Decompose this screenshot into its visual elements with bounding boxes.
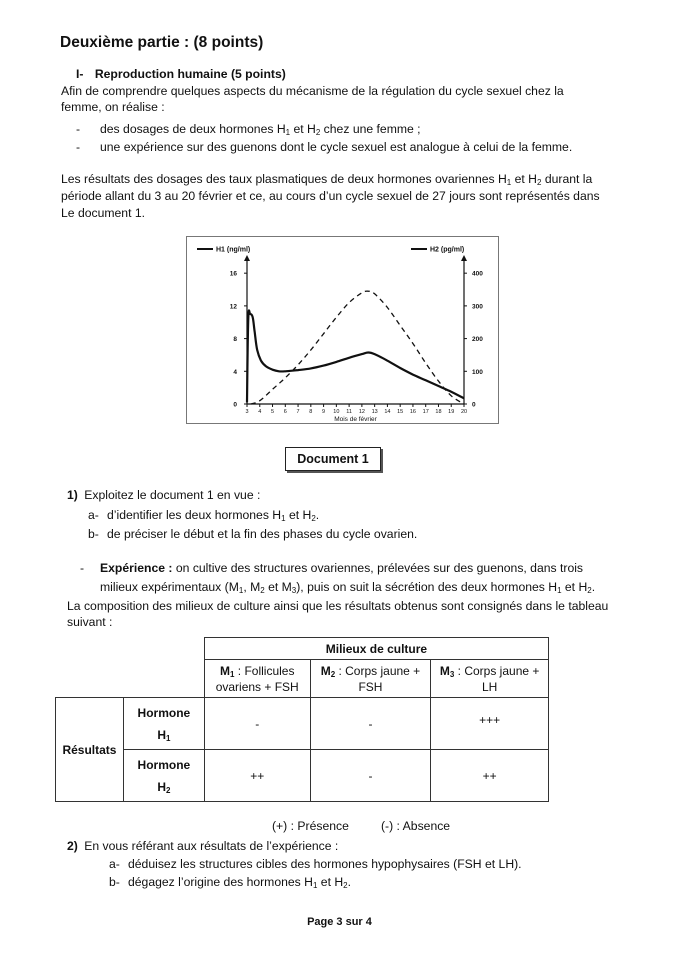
paragraph-line-2: période allant du 3 au 20 février et ce, au cours d’un cycle sexuel de 27 jours sont représentés dans	[61, 189, 600, 203]
subscript: 2	[537, 178, 542, 187]
paragraph-text-a: Les résultats des dosages des taux plasmatiques de deux hormones ovariennes H	[61, 172, 507, 186]
subscript: 3	[291, 586, 297, 595]
x-tick-label: 18	[435, 409, 442, 415]
table-intro-line-1: La composition des milieux de culture ainsi que les résultats obtenus sont consignés dans le tableau	[67, 599, 609, 613]
experience-text-f: .	[591, 580, 596, 594]
x-tick-label: 20	[460, 409, 468, 415]
subscript: 1	[312, 881, 318, 890]
y-left-tick-label: 0	[233, 401, 237, 409]
x-tick-label: 6	[283, 409, 287, 415]
x-tick-label: 8	[309, 409, 313, 415]
legend-absence: (-) : Absence	[381, 819, 451, 833]
question-2a: déduisez les structures cibles des hormones hypophysaires (FSH et LH).	[128, 857, 522, 871]
intro-line-2: femme, on réalise :	[61, 100, 165, 114]
y-left-tick-label: 8	[233, 336, 237, 344]
experience-text-d: ), puis on suit la sécrétion des deux hormones H	[296, 580, 558, 594]
m3-label: $M_3$	[439, 663, 455, 679]
table-cell-h2-m3: ++	[431, 750, 549, 802]
paragraph-line-1	[61, 171, 592, 187]
experience-text-a: milieux expérimentaux (M	[100, 580, 239, 594]
y-right-arrow	[461, 255, 467, 261]
y-right-tick-label: 0	[472, 401, 476, 409]
results-table	[55, 637, 549, 802]
x-tick-label: 5	[270, 409, 275, 415]
page-footer: Page 3 sur 4	[307, 916, 372, 928]
question-2b-text-c: .	[347, 875, 352, 889]
subscript: 2	[343, 881, 348, 890]
table-blank-cell	[56, 638, 205, 660]
question-2b	[128, 874, 351, 890]
x-tick-label: 13	[371, 409, 378, 415]
table-cell-h1-m1: -	[204, 698, 310, 750]
x-tick-label: 16	[409, 409, 417, 415]
m3-text-a: : Corps jaune +	[454, 663, 540, 678]
y-right-tick-label: 300	[472, 303, 483, 311]
document-label: Document 1	[285, 447, 381, 471]
part-title: Deuxième partie : (8 points)	[60, 34, 264, 51]
x-tick-label: 3	[245, 409, 249, 415]
table-cell-h1-m2: -	[310, 698, 431, 750]
x-axis-label: Mois de février	[334, 416, 377, 423]
section-number: I-	[76, 67, 84, 81]
experience-line-1	[100, 560, 583, 576]
experience-text-b: , M	[243, 580, 261, 594]
x-tick-label: 4	[258, 409, 262, 415]
legend-presence: (+) : Présence	[272, 819, 349, 833]
experience-text-e: et H	[561, 580, 588, 594]
m1-sep: :	[234, 663, 245, 678]
y-right-tick-label: 200	[472, 336, 483, 344]
m1-label: $M_1$	[219, 663, 235, 679]
x-tick-label: 12	[358, 409, 365, 415]
question-2b-text-b: et H	[317, 875, 344, 889]
intro-line-1: Afin de comprendre quelques aspects du mécanisme de la régulation du cycle sexuel chez la	[61, 84, 564, 98]
y-right-tick-label: 100	[472, 368, 483, 376]
subscript: 1	[285, 128, 291, 137]
table-header-m1	[204, 660, 310, 698]
m1-text-a: Follicules	[244, 663, 295, 678]
m1-text-b: ovariens + FSH	[215, 679, 299, 694]
table-row-header-h1: Hormone $H_1$	[123, 698, 204, 750]
m2-text-a: : Corps jaune +	[335, 663, 421, 678]
table-header-m3	[431, 660, 549, 698]
y-right-tick-label: 400	[472, 270, 483, 278]
section-heading	[76, 66, 286, 82]
m2-text-b: FSH	[358, 679, 383, 694]
x-tick-label: 17	[422, 409, 429, 415]
section-title: Reproduction humaine (5 points)	[94, 67, 286, 81]
series-h1-line	[247, 310, 464, 402]
x-tick-label: 7	[296, 409, 300, 415]
y-left-tick-label: 4	[233, 368, 237, 376]
y-left-tick-label: 16	[229, 270, 237, 278]
x-tick-label: 11	[346, 409, 352, 415]
subscript: 1	[281, 514, 286, 523]
question-1a	[107, 507, 319, 523]
experience-text: on cultive des structures ovariennes, prélevées sur des guenons, dans trois	[172, 561, 584, 575]
question-1a-text-b: et H	[285, 508, 312, 522]
question-1b-label: b-	[88, 527, 99, 541]
question-2	[67, 838, 338, 854]
question-2b-text-a: dégagez l’origine des hormones H	[128, 875, 313, 889]
x-tick-label: 19	[448, 409, 455, 415]
paragraph-line-3: Le document 1.	[61, 206, 146, 220]
subscript: 2	[260, 586, 265, 595]
question-1b: de préciser le début et la fin des phases du cycle ovarien.	[107, 527, 418, 541]
table-row-header-h2: Hormone $H_2$	[123, 750, 204, 802]
subscript: 1	[557, 586, 562, 595]
question-2a-label: a-	[109, 857, 120, 871]
experience-label: Expérience :	[100, 561, 173, 575]
subscript: 1	[506, 178, 512, 187]
question-2-number: 2)	[67, 839, 78, 853]
question-1a-text-a: d’identifier les deux hormones H	[107, 508, 282, 522]
m2-label: $M_2$	[320, 663, 336, 679]
question-1-number: 1)	[67, 488, 78, 502]
chart-frame	[186, 236, 499, 424]
bullet-dash: -	[76, 140, 81, 154]
table-cell-h1-m3: +++	[431, 698, 549, 750]
subscript: 1	[238, 586, 244, 595]
paragraph-text-b: et H	[511, 172, 537, 186]
question-2b-label: b-	[109, 875, 120, 889]
question-1	[67, 487, 260, 503]
experience-line-2	[100, 579, 595, 595]
x-tick-label: 9	[322, 409, 326, 415]
table-blank-cell	[56, 660, 205, 698]
question-1-text: Exploitez le document 1 en vue :	[84, 488, 261, 502]
y-left-axis-label: H1 (ng/ml)	[216, 246, 251, 254]
y-right-axis-label: H2 (pg/ml)	[430, 246, 465, 254]
bullet-1-text-a: des dosages de deux hormones H	[100, 122, 286, 136]
table-cell-h2-m2: -	[310, 750, 431, 802]
m3-text-b: LH	[481, 679, 498, 694]
question-1a-label: a-	[88, 508, 99, 522]
question-1a-text-c: .	[315, 508, 320, 522]
subscript: 2	[315, 128, 321, 137]
x-tick-label: 15	[397, 409, 404, 415]
subscript: 2	[587, 586, 592, 595]
bullet-dash: -	[76, 122, 81, 136]
bullet-2: une expérience sur des guenons dont le cycle sexuel est analogue à celui de la femme.	[100, 140, 573, 154]
x-tick-label: 10	[333, 409, 340, 415]
subscript: 2	[311, 514, 316, 523]
question-2-text: En vous référant aux résultats de l’expérience :	[84, 839, 339, 853]
series-h2-line	[251, 291, 464, 404]
bullet-1-text-b: et H	[290, 122, 316, 136]
x-tick-label: 14	[384, 409, 391, 415]
table-cell-h2-m1: ++	[204, 750, 310, 802]
hormone-chart	[187, 237, 498, 423]
experience-text-c: et M	[264, 580, 292, 594]
bullet-1-text-c: chez une femme ;	[320, 122, 421, 136]
table-row-header-resultats: Résultats	[56, 698, 124, 802]
paragraph-text-c: durant la	[541, 172, 593, 186]
y-left-arrow	[244, 255, 250, 261]
table-header-m2	[310, 660, 431, 698]
y-left-tick-label: 12	[229, 303, 237, 311]
bullet-1	[100, 121, 421, 137]
table-header-milieux: Milieux de culture	[204, 638, 548, 660]
experience-dash: -	[80, 561, 85, 575]
table-intro-line-2: suivant :	[67, 615, 113, 629]
